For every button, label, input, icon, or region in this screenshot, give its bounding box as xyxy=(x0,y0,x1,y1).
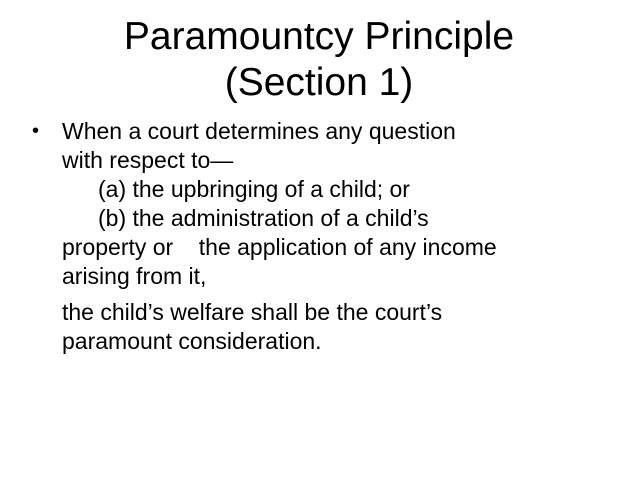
bullet-item xyxy=(32,117,622,356)
conclusion-line-1: the child’s welfare shall be the court’s xyxy=(62,299,443,325)
title-line-1: Paramountcy Principle xyxy=(123,15,515,58)
clause-a: (a) the upbringing of a child; or xyxy=(98,176,410,202)
clause-b-continued-2: arising from it, xyxy=(62,263,207,289)
title-line-2: (Section 1) xyxy=(224,61,414,104)
clause-b: (b) the administration of a child’s xyxy=(98,205,429,231)
conclusion-line-2: paramount consideration. xyxy=(62,328,322,354)
bullet-icon: • xyxy=(32,120,40,142)
clause-b-continued-1: property or the application of any income xyxy=(62,234,497,260)
slide-title xyxy=(0,14,638,106)
slide-body xyxy=(32,117,622,356)
body-line-1: When a court determines any question xyxy=(62,118,456,144)
body-line-2: with respect to— xyxy=(62,147,234,173)
